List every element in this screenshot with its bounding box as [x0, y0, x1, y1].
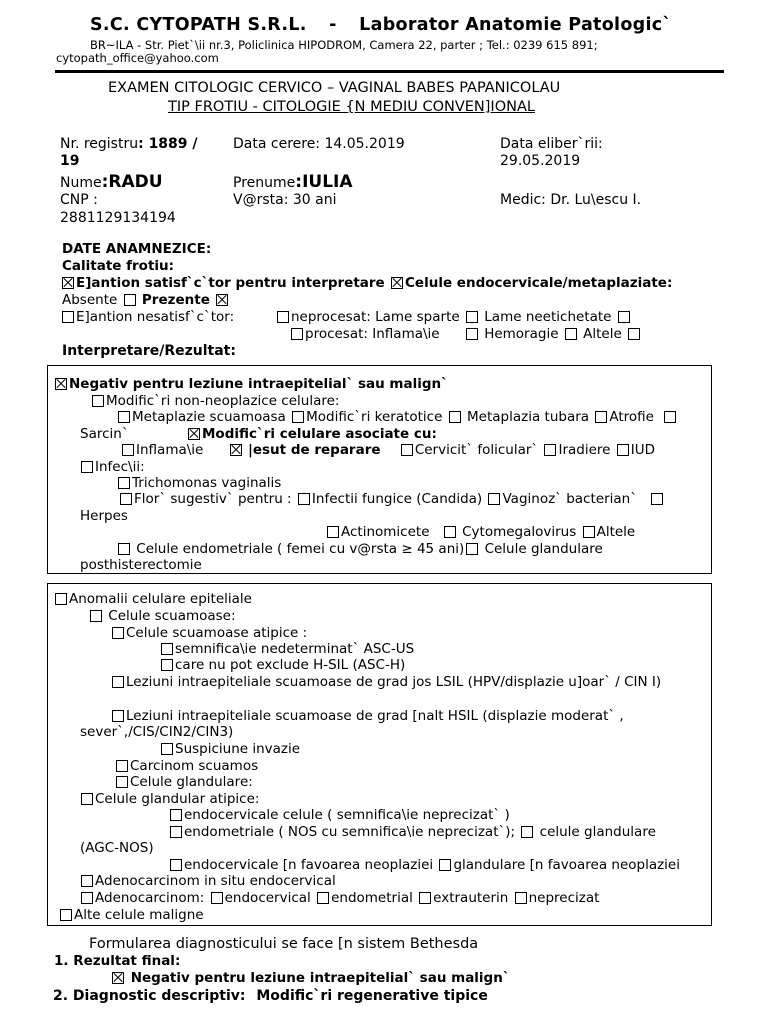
abnormal-checkbox[interactable] — [55, 593, 67, 605]
atypical-squamous-checkbox[interactable] — [112, 627, 124, 639]
ab-line-2 — [88, 608, 236, 624]
broken-slides-checkbox[interactable] — [466, 311, 478, 323]
quality-line-3 — [60, 309, 234, 325]
herpes-label: Herpes — [80, 508, 128, 524]
neg-line-8 — [118, 491, 665, 507]
fungal-checkbox[interactable] — [298, 493, 310, 505]
bethesda-note: Formularea diagnosticului se face [n sistem Bethesda — [89, 936, 479, 952]
asc-h-checkbox[interactable] — [161, 659, 173, 671]
trichomonas-label: Trichomonas vaginalis — [132, 475, 282, 491]
hsil-checkbox[interactable] — [112, 710, 124, 722]
firstname-line — [233, 172, 353, 193]
squamous-meta-checkbox[interactable] — [118, 411, 130, 423]
glandular-label: Celule glandulare: — [130, 774, 253, 790]
quality-line-1 — [60, 275, 672, 291]
anamnesis-heading: DATE ANAMNEZICE: — [62, 241, 212, 257]
processed-label: procesat: Inflama\ie — [305, 326, 440, 342]
associated-checkbox[interactable] — [188, 428, 200, 440]
follicular-label: Cervicit` folicular` — [414, 442, 539, 458]
associated-label: Modific`ri celulare asociate cu: — [202, 426, 437, 442]
adenocarcinoma-checkbox[interactable] — [81, 892, 93, 904]
agc-nos-label: (AGC-NOS) — [80, 840, 154, 856]
iud-checkbox[interactable] — [617, 444, 629, 456]
ab-line-17 — [79, 873, 336, 889]
unprocessed-checkbox[interactable] — [277, 311, 289, 323]
cmv-checkbox[interactable] — [444, 526, 456, 538]
neg-line-6 — [79, 459, 145, 475]
descriptive-value: Modific`ri regenerative tipice — [256, 988, 488, 1004]
surname-label: Nume — [60, 175, 102, 191]
adenocarcinoma-label: Adenocarcinom: — [95, 890, 205, 906]
neg-line-9 — [80, 508, 128, 524]
others-checkbox[interactable] — [628, 328, 640, 340]
company-name — [90, 15, 672, 35]
keratotic-checkbox[interactable] — [292, 411, 304, 423]
tubal-meta-label: Metaplazia tubara — [467, 409, 590, 425]
ab-line-1 — [53, 591, 252, 607]
ac-endocervical-checkbox[interactable] — [211, 892, 223, 904]
other-neg-checkbox[interactable] — [583, 526, 595, 538]
doctor: Medic: Dr. Lu\escu I. — [500, 192, 642, 208]
cmv-label: Cytomegalovirus — [462, 524, 577, 540]
hemorrhage-checkbox[interactable] — [565, 328, 577, 340]
registry-value: : 1889 / — [138, 136, 198, 152]
endometrial-label: Celule endometriale ( femei cu v@rsta ≥ 45 ani) — [136, 541, 465, 557]
final-negative-checkbox[interactable] — [112, 972, 124, 984]
ab-line-4 — [159, 641, 414, 657]
trichomonas-checkbox[interactable] — [118, 477, 130, 489]
final-result-line — [110, 970, 510, 986]
abnormal-heading: Anomalii celulare epiteliale — [69, 591, 252, 607]
neg-line-11 — [116, 541, 603, 557]
title-separator: - — [329, 15, 337, 35]
asc-us-label: semnifica\ie nedeterminat` ASC-US — [175, 641, 415, 657]
cnp-label: CNP : — [60, 192, 98, 208]
others-label: Altele — [583, 326, 622, 342]
carcinoma-label: Carcinom scuamos — [130, 758, 259, 774]
ab-line-9 — [159, 741, 300, 757]
vaginosis-checkbox[interactable] — [488, 493, 500, 505]
fungal-label: Infectii fungice (Candida) — [311, 491, 483, 507]
repair-label: |esut de reparare — [247, 442, 381, 458]
exam-title: EXAMEN CITOLOGIC CERVICO – VAGINAL BABES PAPANICOLAU — [108, 80, 561, 96]
glandular-post-label: Celule glandulare — [484, 541, 603, 557]
flora-checkbox[interactable] — [120, 493, 132, 505]
cnp-value: 2881129134194 — [60, 210, 176, 226]
repair-checkbox[interactable] — [230, 444, 242, 456]
irradiation-label: Iradiere — [558, 442, 611, 458]
glandular-cells-label: celule glandulare — [539, 824, 656, 840]
glandular-neo-label: glandulare [n favoarea neoplaziei — [453, 857, 680, 873]
present-label: Prezente — [141, 292, 210, 308]
unprocessed-label: neprocesat: Lame sparte — [291, 309, 460, 325]
other-malignant-checkbox[interactable] — [60, 909, 72, 921]
endometrial-checkbox[interactable] — [118, 543, 130, 555]
ab-line-11 — [114, 774, 253, 790]
absent-label: Absente — [62, 292, 118, 308]
final-result-value: Negativ pentru leziune intraepitelial` sau malign` — [130, 970, 510, 986]
inflammation-label: Inflama\ie — [136, 442, 204, 458]
inflammation-checkbox[interactable] — [122, 444, 134, 456]
infections-label: Infec\ii: — [95, 459, 145, 475]
processed-checkbox[interactable] — [291, 328, 303, 340]
unsatisfactory-checkbox[interactable] — [62, 311, 74, 323]
iud-label: IUD — [630, 442, 656, 458]
negative-heading: Negativ pentru leziune intraepitelial` sau malign` — [69, 376, 448, 392]
lsil-label: Leziuni intraepiteliale scuamoase de grad jos LSIL (HPV/displazie u]oar` / CIN I) — [126, 674, 662, 690]
asc-us-checkbox[interactable] — [161, 643, 173, 655]
endocervical-neo-label: endocervicale [n favoarea neoplaziei — [184, 857, 434, 873]
endometrial-nos-label: endometriale ( NOS cu semnifica\ie neprecizat`); — [184, 824, 516, 840]
invasion-checkbox[interactable] — [161, 743, 173, 755]
email: cytopath_office@yahoo.com — [56, 51, 219, 65]
pregnancy-label: Sarcin` — [80, 426, 129, 442]
atrophy-checkbox[interactable] — [595, 411, 607, 423]
atrophy-label: Atrofie — [609, 409, 654, 425]
company-title: S.C. CYTOPATH S.R.L. — [90, 15, 307, 35]
endocervical-cells-label: endocervicale celule ( semnifica\ie neprecizat` ) — [184, 807, 510, 823]
registry-label: Nr. registru — [60, 136, 139, 152]
endocervical-neo-checkbox[interactable] — [170, 859, 182, 871]
other-neg-label: Altele — [596, 524, 636, 540]
neg-heading-line — [53, 376, 448, 392]
atypical-squamous-label: Celule scuamoase atipice : — [126, 625, 308, 641]
endometrial-nos-checkbox[interactable] — [170, 826, 182, 838]
keratotic-label: Modific`ri keratotice — [306, 409, 443, 425]
non-neoplastic-checkbox[interactable] — [92, 395, 104, 407]
neg-line-12 — [80, 557, 202, 573]
ab-line-13 — [168, 807, 510, 823]
satisfactory-checkbox[interactable] — [62, 277, 74, 289]
non-neoplastic-label: Modific`ri non-neoplazice celulare: — [106, 393, 340, 409]
carcinoma-checkbox[interactable] — [116, 760, 128, 772]
tubal-meta-checkbox[interactable] — [449, 411, 461, 423]
ac-endocervical-label: endocervical — [224, 890, 311, 906]
final-result-label: 1. Rezultat final: — [54, 953, 181, 969]
invasion-label: Suspiciune invazie — [175, 741, 301, 757]
ais-label: Adenocarcinom in situ endocervical — [95, 873, 336, 889]
absent-checkbox[interactable] — [124, 294, 136, 306]
ab-line-3 — [110, 625, 307, 641]
satisfactory-label: E]antion satisf`c`tor pentru interpretare — [76, 275, 385, 291]
quality-heading: Calitate frotiu: — [62, 258, 175, 274]
glandular-neo-checkbox[interactable] — [439, 859, 451, 871]
ab-line-14 — [168, 824, 656, 840]
negative-checkbox[interactable] — [55, 378, 67, 390]
quality-line-3b — [275, 309, 632, 325]
hsil-label-cont: sever`,/CIS/CIN2/CIN3) — [80, 724, 234, 740]
interpretation-heading: Interpretare/Rezultat: — [62, 343, 236, 359]
ab-line-12 — [79, 791, 259, 807]
squamous-meta-label: Metaplazie scuamoasa — [132, 409, 286, 425]
ab-line-15 — [80, 840, 154, 856]
firstname-value: :IULIA — [295, 172, 353, 192]
infections-checkbox[interactable] — [81, 461, 93, 473]
unlabeled-checkbox[interactable] — [618, 311, 630, 323]
request-date: Data cerere: 14.05.2019 — [233, 136, 405, 152]
ac-extrauterine-checkbox[interactable] — [419, 892, 431, 904]
ais-checkbox[interactable] — [81, 875, 93, 887]
lab-title: Laborator Anatomie Patologic` — [359, 15, 672, 35]
follicular-checkbox[interactable] — [401, 444, 413, 456]
neg-line-3 — [116, 409, 678, 425]
present-checkbox[interactable] — [216, 294, 228, 306]
pregnancy-checkbox[interactable] — [664, 411, 676, 423]
unlabeled-label: Lame neetichetate — [484, 309, 612, 325]
ac-extrauterine-label: extrauterin — [433, 890, 509, 906]
registry-line — [60, 136, 198, 152]
endocervical-cells-checkbox[interactable] — [170, 809, 182, 821]
descriptive-line — [53, 988, 488, 1004]
descriptive-label: 2. Diagnostic descriptiv: — [53, 988, 246, 1004]
glandular-cells-checkbox[interactable] — [521, 826, 533, 838]
asc-h-label: care nu pot exclude H-SIL (ASC-H) — [175, 657, 406, 673]
neg-line-10 — [325, 524, 635, 540]
neg-line-4 — [80, 426, 129, 442]
irradiation-checkbox[interactable] — [544, 444, 556, 456]
release-label: Data eliber`rii: — [500, 136, 603, 152]
ab-line-18 — [79, 890, 599, 906]
squamous-label: Celule scuamoase: — [108, 608, 236, 624]
ab-line-8 — [80, 724, 233, 740]
quality-line-2 — [62, 292, 230, 308]
atypical-glandular-checkbox[interactable] — [81, 793, 93, 805]
age: V@rsta: 30 ani — [233, 192, 337, 208]
ac-endometrial-label: endometrial — [331, 890, 413, 906]
neg-line-4b — [186, 426, 437, 442]
unsatisfactory-label: E]antion nesatisf`c`tor: — [76, 309, 235, 325]
glandular-post-checkbox[interactable] — [466, 543, 478, 555]
ab-line-19 — [58, 907, 204, 923]
glandular-checkbox[interactable] — [116, 776, 128, 788]
lsil-checkbox[interactable] — [112, 676, 124, 688]
exam-subtitle: TIP FROTIU - CITOLOGIE {N MEDIU CONVEN]IONAL — [168, 99, 535, 115]
vaginosis-label: Vaginoz` bacterian` — [502, 491, 637, 507]
flora-label: Flor` sugestiv` pentru : — [134, 491, 292, 507]
endocervical-checkbox[interactable] — [391, 277, 403, 289]
ac-endometrial-checkbox[interactable] — [317, 892, 329, 904]
release-date: 29.05.2019 — [500, 153, 581, 169]
header-divider — [55, 70, 724, 73]
inflammation-q-checkbox[interactable] — [466, 328, 478, 340]
neg-line-7 — [116, 475, 281, 491]
posthyst-label: posthisterectomie — [80, 557, 202, 573]
hsil-label: Leziuni intraepiteliale scuamoase de grad [nalt HSIL (displazie moderat` , — [126, 708, 624, 724]
surname-value: :RADU — [101, 172, 163, 192]
actinomyces-checkbox[interactable] — [327, 526, 339, 538]
ab-line-16 — [168, 857, 680, 873]
ab-line-7 — [110, 708, 624, 724]
ac-unspecified-label: neprecizat — [528, 890, 600, 906]
neg-line-5 — [120, 442, 655, 458]
ac-unspecified-checkbox[interactable] — [515, 892, 527, 904]
surname-line — [60, 172, 163, 193]
ab-line-10 — [114, 758, 258, 774]
quality-line-4 — [289, 326, 642, 342]
hemorrhage-label: Hemoragie — [484, 326, 559, 342]
other-malignant-label: Alte celule maligne — [74, 907, 204, 923]
neg-line-2 — [90, 393, 339, 409]
address: BR~ILA - Str. Piet`\ii nr.3, Policlinica HIPODROM, Camera 22, parter ; Tel.: 0239 615 891; — [90, 38, 598, 52]
ab-line-5 — [159, 657, 405, 673]
herpes-checkbox[interactable] — [651, 493, 663, 505]
squamous-checkbox[interactable] — [90, 610, 102, 622]
actinomyces-label: Actinomicete — [341, 524, 430, 540]
ab-line-6 — [110, 674, 661, 690]
firstname-label: Prenume — [233, 175, 296, 191]
endocervical-label: Celule endocervicale/metaplaziate: — [405, 275, 673, 291]
registry-year: 19 — [60, 153, 80, 169]
atypical-glandular-label: Celule glandular atipice: — [95, 791, 260, 807]
